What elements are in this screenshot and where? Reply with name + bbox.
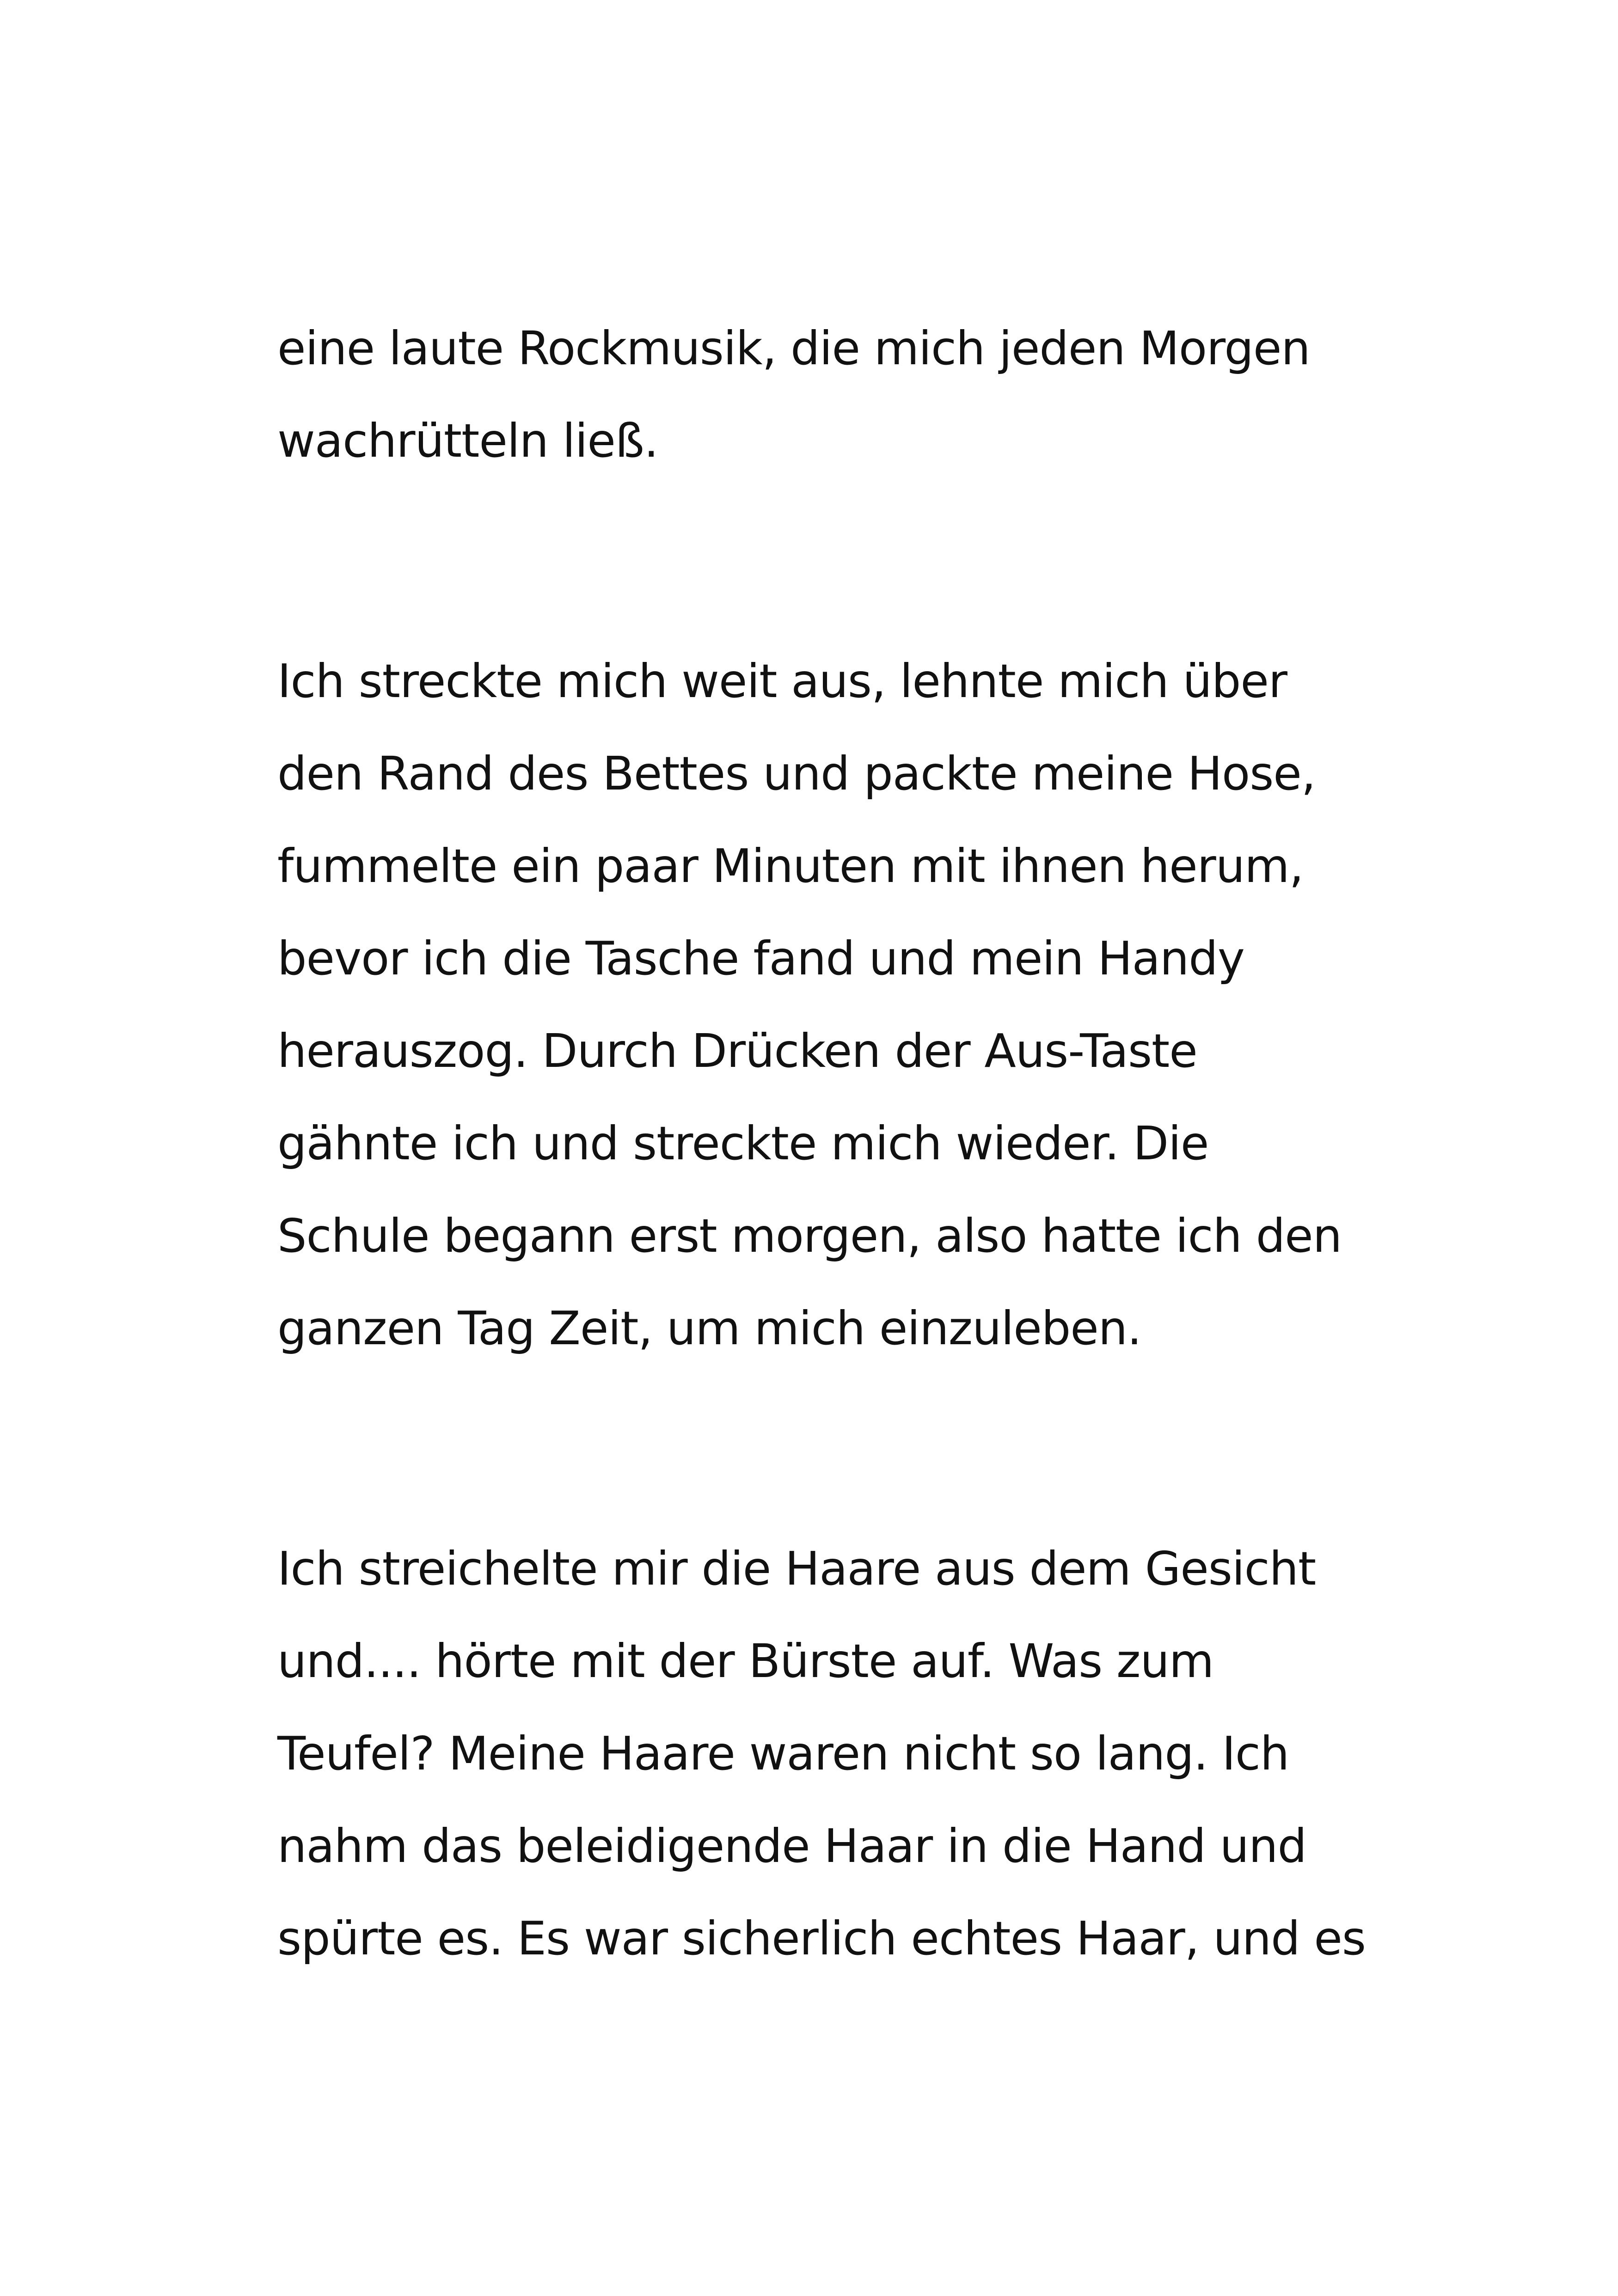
paragraph-2-line-6: gähnte ich und streckte mich wieder. Die xyxy=(277,1116,1209,1170)
paragraph-3-line-3: Teufel? Meine Haare waren nicht so lang. Ich xyxy=(277,1727,1289,1781)
paragraph-2-line-2: den Rand des Bettes und packte meine Hose, xyxy=(277,747,1316,801)
paragraph-3-line-4: nahm das beleidigende Haar in die Hand und xyxy=(277,1819,1306,1873)
paragraph-2-line-3: fummelte ein paar Minuten mit ihnen herum, xyxy=(277,839,1304,893)
paragraph-1-line-1: eine laute Rockmusik, die mich jeden Morgen xyxy=(277,321,1310,375)
paragraph-3-line-2: und.... hörte mit der Bürste auf. Was zum xyxy=(277,1634,1214,1688)
paragraph-2-line-8: ganzen Tag Zeit, um mich einzuleben. xyxy=(277,1301,1141,1355)
paragraph-2-line-7: Schule begann erst morgen, also hatte ich den xyxy=(277,1209,1342,1263)
paragraph-3-line-1: Ich streichelte mir die Haare aus dem Gesicht xyxy=(277,1542,1316,1596)
paragraph-2-line-4: bevor ich die Tasche fand und mein Handy xyxy=(277,931,1244,986)
paragraph-2-line-5: herauszog. Durch Drücken der Aus-Taste xyxy=(277,1024,1197,1078)
paragraph-2-line-1: Ich streckte mich weit aus, lehnte mich über xyxy=(277,654,1287,708)
paragraph-1-line-2: wachrütteln ließ. xyxy=(277,414,658,468)
paragraph-3-line-5: spürte es. Es war sicherlich echtes Haar, und es xyxy=(277,1911,1366,1965)
